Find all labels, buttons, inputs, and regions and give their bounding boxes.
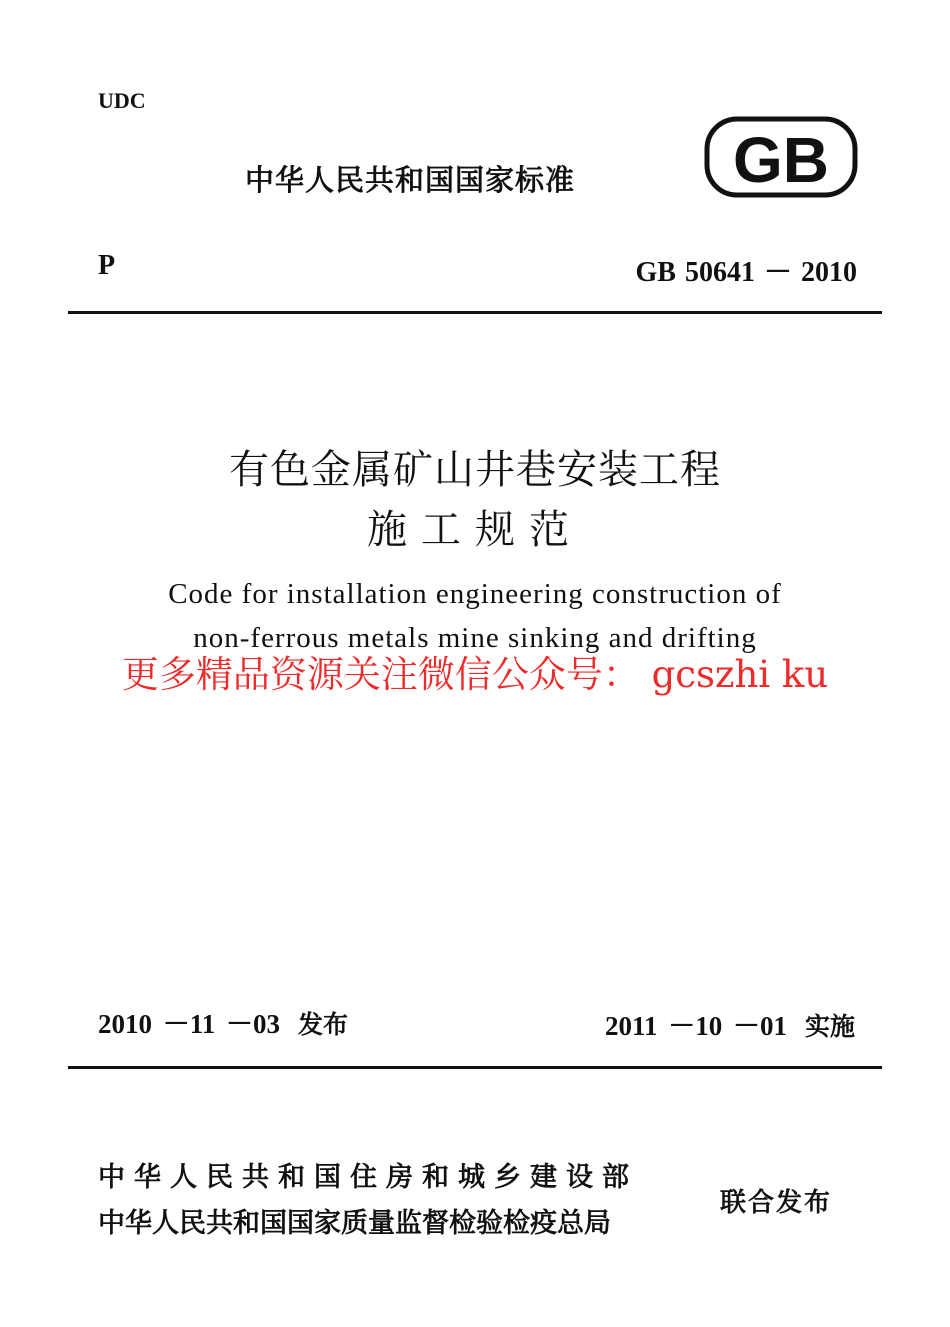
publisher-line1: 中华人民共和国住房和城乡建设部	[98, 1162, 638, 1193]
title-english-line2: non-ferrous metals mine sinking and drifting	[193, 622, 757, 654]
publisher-line2: 中华人民共和国国家质量监督检验检疫总局	[98, 1208, 611, 1239]
watermark-overlay: 更多精品资源关注微信公众号： gcszhi ku	[121, 653, 829, 696]
effective-date: 2011 －10 －01	[604, 1011, 787, 1041]
classification-code: P	[98, 250, 116, 281]
udc-label: UDC	[98, 88, 146, 113]
title-chinese-line2: 施工规范	[367, 507, 583, 553]
standard-number: GB 50641 － 2010	[635, 257, 857, 288]
footer-divider	[68, 1066, 882, 1069]
national-standard-heading: 中华人民共和国国家标准	[245, 163, 576, 197]
joint-publication-label: 联合发布	[720, 1188, 833, 1218]
issue-label: 发布	[298, 1010, 349, 1039]
effective-label: 实施	[804, 1012, 855, 1041]
title-chinese-line1: 有色金属矿山井巷安装工程	[229, 447, 721, 493]
effective-date-block	[605, 1004, 855, 1043]
title-english-line1: Code for installation engineering construction of	[168, 578, 782, 610]
gb-logo	[704, 116, 858, 198]
issue-date: 2010 －11 －03	[98, 1009, 281, 1039]
gb-logo-text: GB	[733, 124, 829, 196]
header-divider	[68, 311, 882, 314]
issue-date-block	[98, 1002, 348, 1041]
